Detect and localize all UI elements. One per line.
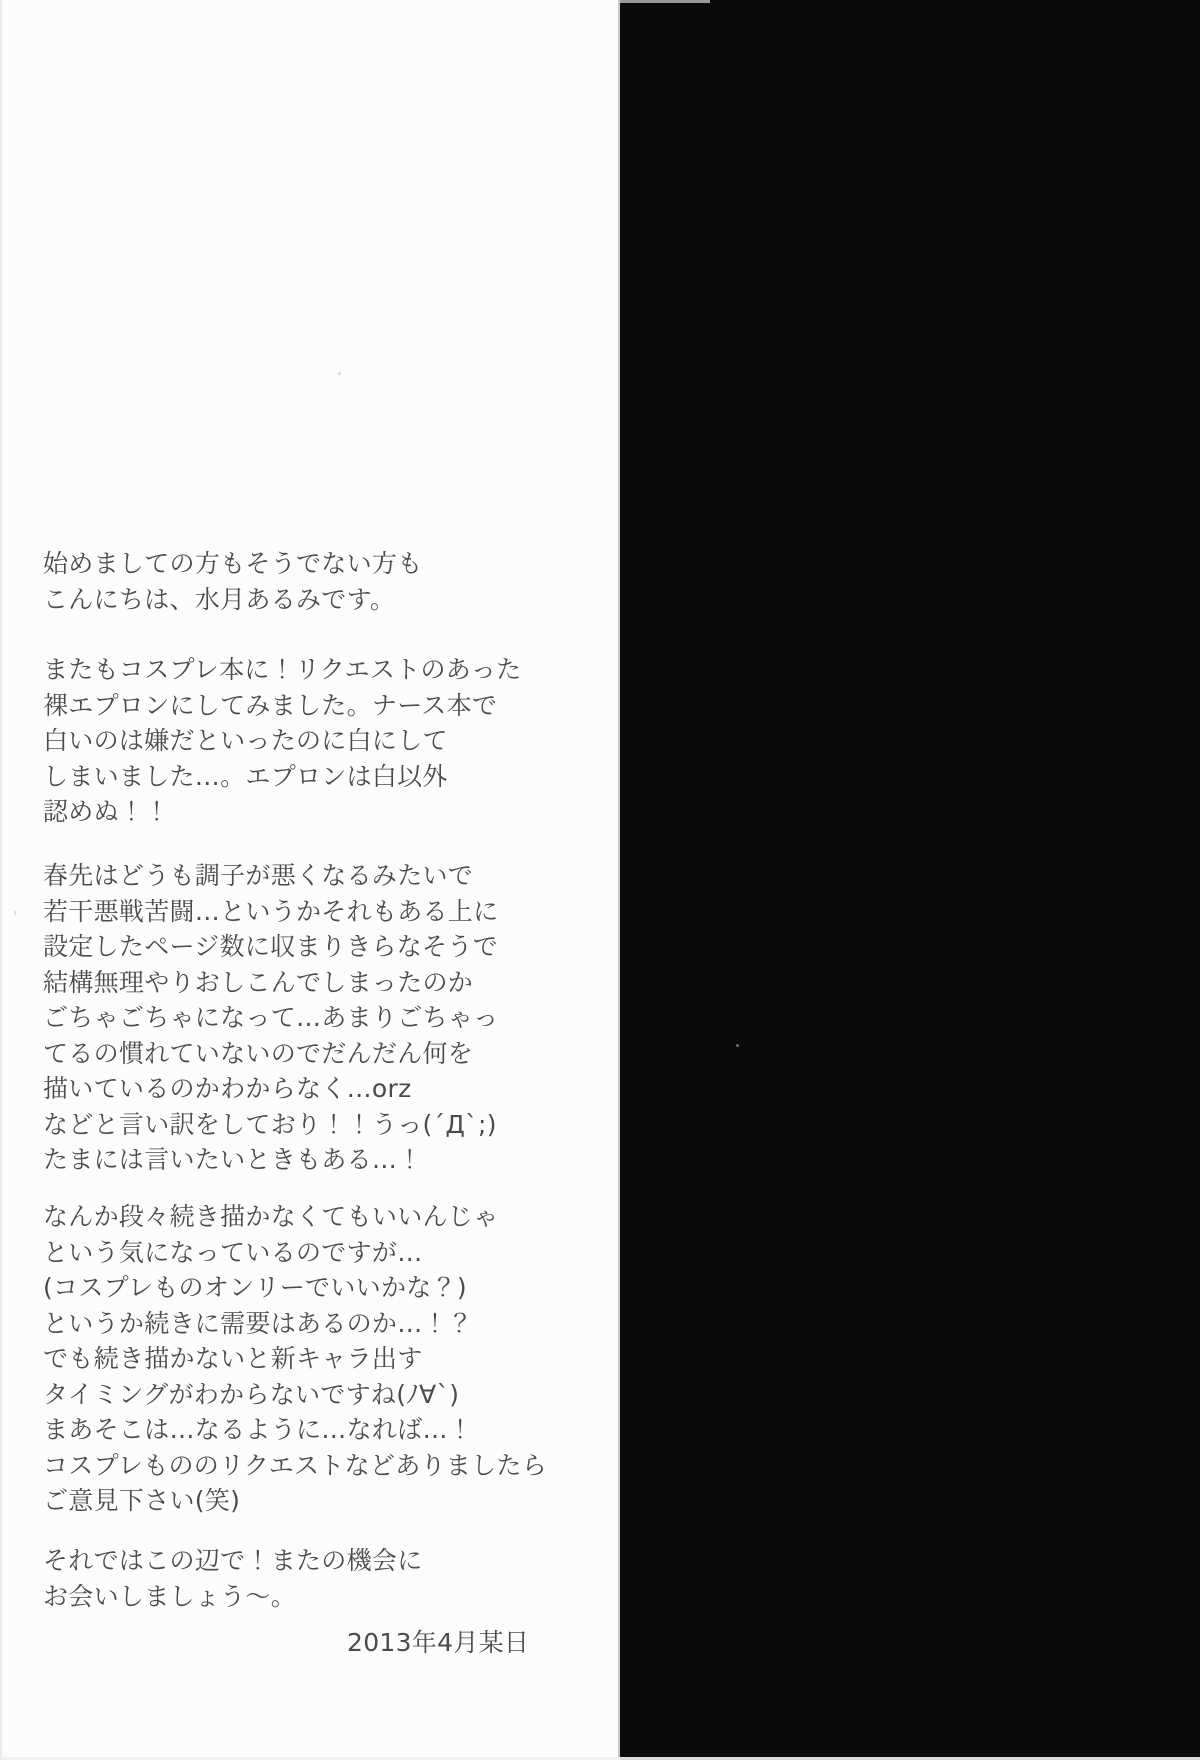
afterword-text-line: 認めぬ！！ xyxy=(43,797,170,826)
afterword-paragraph-greeting xyxy=(43,546,423,617)
afterword-text-line: 若干悪戦苦闘…というかそれもある上に xyxy=(43,896,499,926)
scan-top-edge-artifact xyxy=(620,0,710,3)
scan-dust-speck xyxy=(338,372,341,375)
afterword-text-line: ごちゃごちゃになって…あまりごちゃっ xyxy=(43,1003,499,1032)
afterword-text-line: 裸エプロンにしてみました。ナース本で xyxy=(43,690,498,720)
afterword-text-line: お会いしましょう〜。 xyxy=(43,1581,297,1611)
afterword-text-line: タイミングがわからないですね(ﾉ∀`) xyxy=(43,1379,460,1409)
afterword-text-line: てるの慣れていないのでだんだん何を xyxy=(43,1038,474,1068)
afterword-text-line: しまいました…。エプロンは白以外 xyxy=(43,761,448,791)
afterword-text-line: 白いのは嫌だといったのに白にして xyxy=(43,726,448,755)
afterword-paragraph-farewell xyxy=(43,1543,423,1614)
page-left-edge-shadow xyxy=(0,0,2,1760)
afterword-date: 2013年4月某日 xyxy=(347,1628,530,1657)
black-panel xyxy=(618,0,1200,1760)
afterword-text-line: たまには言いたいときもある…！ xyxy=(43,1145,423,1174)
scan-dust-speck xyxy=(14,910,16,916)
scan-dust-speck xyxy=(736,1044,739,1047)
afterword-text-line: というか続きに需要はあるのか…！？ xyxy=(43,1308,474,1338)
afterword-text-line: 描いているのかわからなく…orz xyxy=(43,1074,412,1103)
afterword-text-line: またもコスプレ本に！リクエストのあった xyxy=(43,655,522,684)
afterword-text-line: こんにちは、水月あるみです。 xyxy=(43,584,396,614)
afterword-text-line: それではこの辺で！またの機会に xyxy=(43,1546,423,1575)
afterword-text-line: でも続き描かないと新キャラ出す xyxy=(43,1344,423,1373)
afterword-paragraph-book-theme xyxy=(43,652,521,830)
afterword-text-line: ご意見下さい(笑) xyxy=(43,1486,241,1515)
afterword-text-line: (コスプレものオンリーでいいかな？) xyxy=(43,1273,467,1302)
afterword-paragraph-excuses xyxy=(43,858,498,1178)
afterword-text-line: 始めましての方もそうでない方も xyxy=(43,549,423,578)
afterword-text-line: なんか段々続き描かなくてもいいんじゃ xyxy=(43,1202,499,1231)
afterword-paragraph-future-plans xyxy=(43,1199,547,1519)
afterword-text-line: 設定したページ数に収まりきらなそうで xyxy=(43,932,498,961)
afterword-text-line: などと言い訳をしており！！うっ(´Д`;) xyxy=(43,1109,497,1139)
afterword-text-line: 結構無理やりおしこんでしまったのか xyxy=(43,967,474,997)
afterword-text-line: という気になっているのですが… xyxy=(43,1237,423,1267)
afterword-text-line: コスプレもののリクエストなどありましたら xyxy=(43,1450,548,1480)
afterword-text-line: まあそこは…なるように…なれば…！ xyxy=(43,1415,474,1444)
afterword-text-line: 春先はどうも調子が悪くなるみたいで xyxy=(43,861,474,890)
